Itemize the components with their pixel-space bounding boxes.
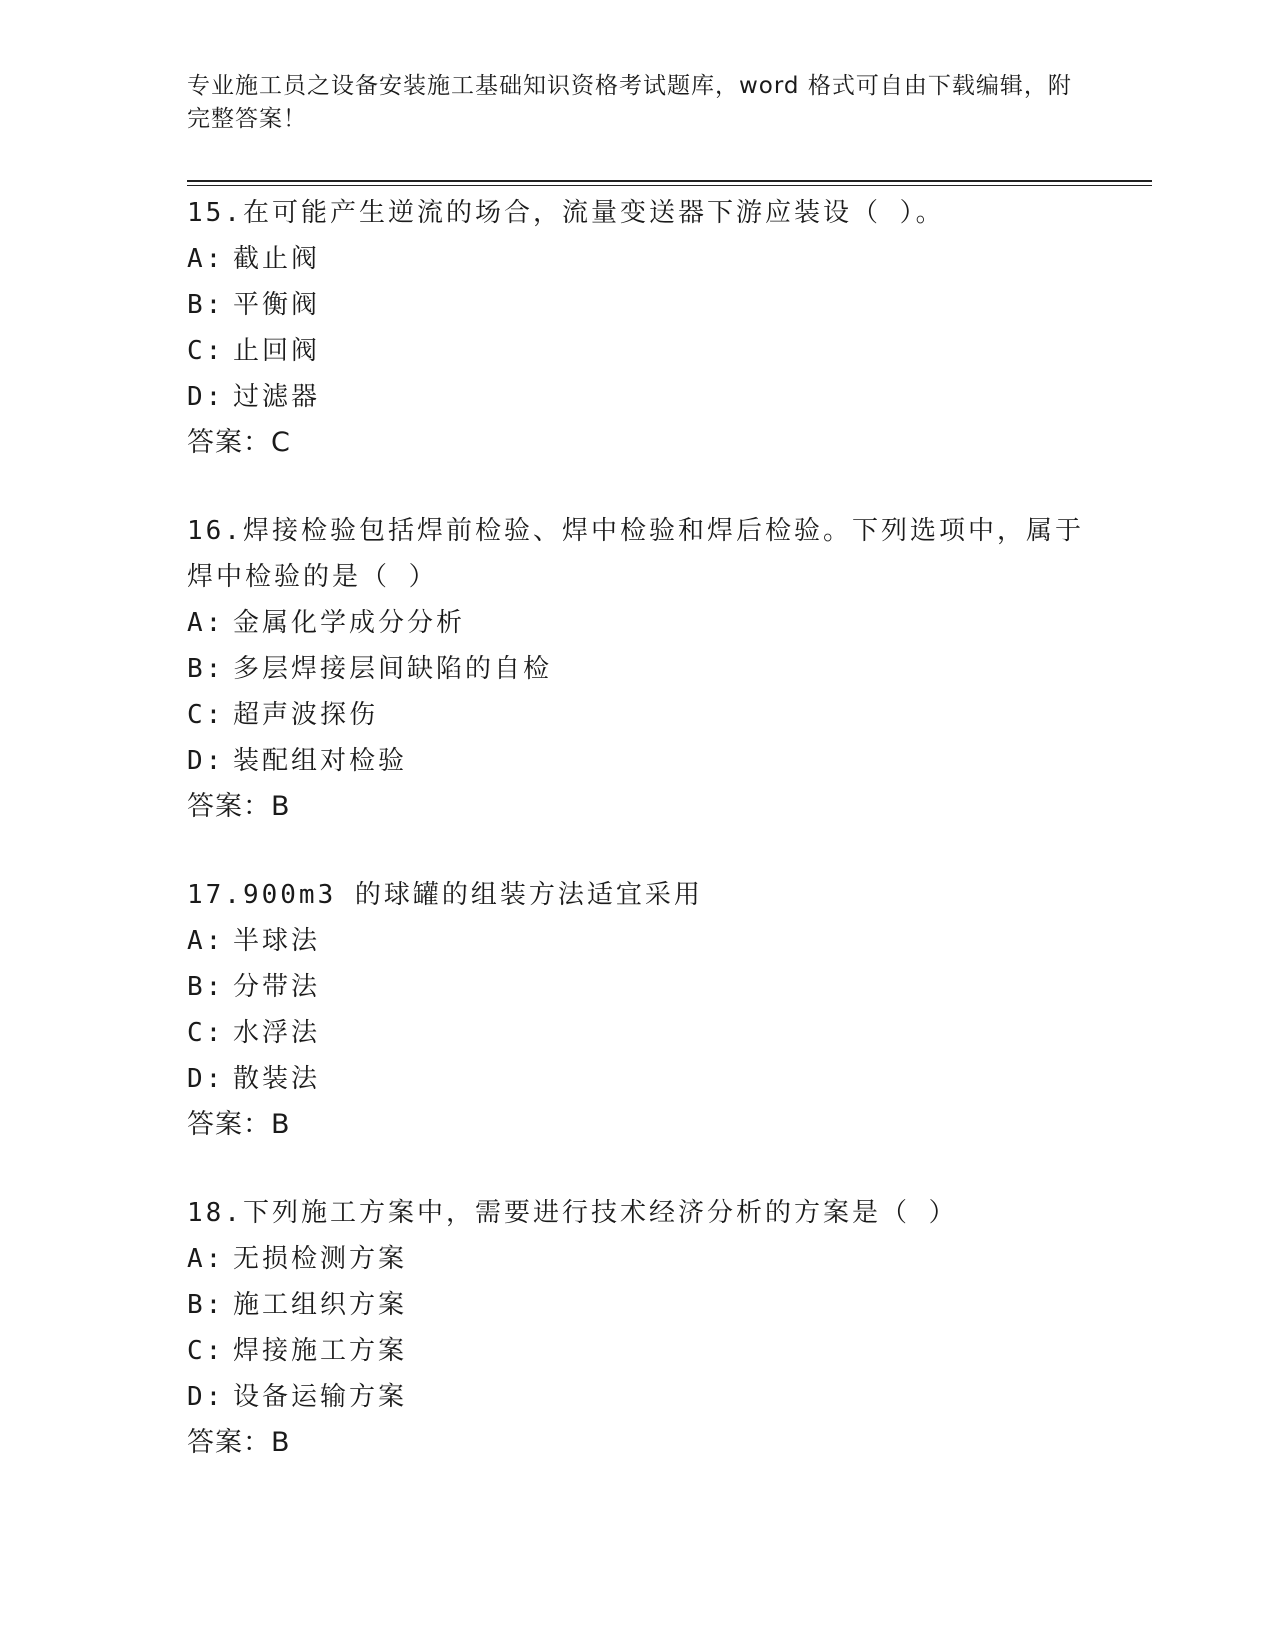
option-c: [187, 1010, 1107, 1056]
option-text: 分带法: [233, 972, 321, 1002]
option-text: 多层焊接层间缺陷的自检: [233, 654, 553, 684]
option-label: C:: [187, 700, 225, 730]
option-text: 施工组织方案: [233, 1290, 408, 1320]
option-a: [187, 600, 1107, 646]
option-label: C:: [187, 1018, 225, 1048]
option-d: [187, 374, 1107, 420]
option-label: B:: [187, 972, 225, 1002]
question-stem: 15.在可能产生逆流的场合，流量变送器下游应装设（ ）。: [187, 198, 945, 228]
option-label: D:: [187, 1382, 225, 1412]
answer-line: 答案：B: [187, 791, 291, 822]
option-text: 截止阀: [233, 244, 321, 274]
option-text: 设备运输方案: [233, 1382, 408, 1412]
option-label: B:: [187, 1290, 225, 1320]
option-c: [187, 1328, 1107, 1374]
option-text: 散装法: [233, 1064, 321, 1094]
option-label: A:: [187, 926, 225, 956]
option-label: C:: [187, 336, 225, 366]
header-divider-thick: [187, 180, 1152, 182]
option-text: 平衡阀: [233, 290, 321, 320]
option-a: [187, 918, 1107, 964]
question-list: [187, 190, 1107, 1466]
option-text: 金属化学成分分析: [233, 608, 466, 638]
question-stem: 17.900m3 的球罐的组装方法适宜采用: [187, 880, 703, 910]
option-label: C:: [187, 1336, 225, 1366]
option-text: 焊接施工方案: [233, 1336, 408, 1366]
option-text: 过滤器: [233, 382, 321, 412]
option-a: [187, 1236, 1107, 1282]
answer-line: 答案：B: [187, 1427, 291, 1458]
option-d: [187, 738, 1107, 784]
option-label: D:: [187, 1064, 225, 1094]
option-a: [187, 236, 1107, 282]
question-stem: 16.焊接检验包括焊前检验、焊中检验和焊后检验。下列选项中，属于焊中检验的是（ ）: [187, 516, 1084, 592]
option-c: [187, 328, 1107, 374]
option-label: A:: [187, 244, 225, 274]
option-b: [187, 646, 1107, 692]
option-b: [187, 282, 1107, 328]
option-text: 止回阀: [233, 336, 321, 366]
option-label: A:: [187, 1244, 225, 1274]
option-text: 超声波探伤: [233, 700, 379, 730]
question-17: [187, 872, 1107, 1148]
option-c: [187, 692, 1107, 738]
header-divider-thin: [187, 185, 1152, 186]
option-b: [187, 964, 1107, 1010]
option-d: [187, 1374, 1107, 1420]
option-text: 半球法: [233, 926, 321, 956]
option-label: A:: [187, 608, 225, 638]
question-18: [187, 1190, 1107, 1466]
option-label: D:: [187, 746, 225, 776]
option-label: B:: [187, 654, 225, 684]
question-16: [187, 508, 1107, 830]
question-15: [187, 190, 1107, 466]
question-stem: 18.下列施工方案中，需要进行技术经济分析的方案是（ ）: [187, 1198, 958, 1228]
document-header-note: 专业施工员之设备安装施工基础知识资格考试题库，word 格式可自由下载编辑，附完整答案！: [187, 73, 1072, 132]
option-text: 水浮法: [233, 1018, 321, 1048]
option-text: 装配组对检验: [233, 746, 408, 776]
option-label: D:: [187, 382, 225, 412]
option-b: [187, 1282, 1107, 1328]
option-label: B:: [187, 290, 225, 320]
answer-line: 答案：C: [187, 427, 291, 458]
option-d: [187, 1056, 1107, 1102]
answer-line: 答案：B: [187, 1109, 291, 1140]
option-text: 无损检测方案: [233, 1244, 408, 1274]
